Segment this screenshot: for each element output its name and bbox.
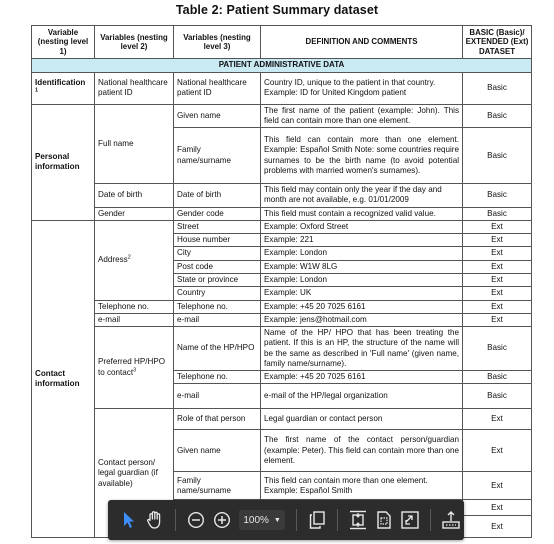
zoom-out-icon[interactable] bbox=[185, 507, 207, 533]
definition-cell: Example: jens@hotmail.com bbox=[261, 313, 463, 326]
table-row bbox=[32, 104, 532, 128]
identification-cell bbox=[32, 72, 95, 104]
definition-cell: Country ID, unique to the patient in that country. Example: ID for United Kingdom patient bbox=[261, 72, 463, 104]
table-row bbox=[32, 313, 532, 326]
level2-cell: National healthcare patient ID bbox=[95, 72, 174, 104]
level3-cell: e-mail bbox=[174, 313, 261, 326]
definition-cell: This field can contain more than one element. Example: Español Smith bbox=[261, 472, 463, 500]
definition-cell: Example: London bbox=[261, 247, 463, 260]
zoom-in-icon[interactable] bbox=[211, 507, 233, 533]
dataset-cell: Basic bbox=[463, 207, 532, 220]
dataset-cell: Ext bbox=[463, 409, 532, 430]
dataset-cell: Ext bbox=[463, 430, 532, 472]
level2-cell: e-mail bbox=[95, 313, 174, 326]
definition-cell: Name of the HP/ HPO that has been treating the patient. If this is an HP, the structure of the name will be the same as described in 'Full name' (given name, family name/surname). bbox=[261, 327, 463, 371]
select-cursor-icon[interactable] bbox=[118, 507, 140, 533]
dataset-cell: Basic bbox=[463, 371, 532, 384]
header-dataset: BASIC (Basic)/ EXTENDED (Ext) DATASET bbox=[463, 26, 532, 59]
table-row bbox=[32, 220, 532, 233]
address-label: Address bbox=[98, 255, 128, 265]
dataset-cell: Ext bbox=[463, 516, 532, 538]
level3-cell: State or province bbox=[174, 274, 261, 287]
footnote-ref: 3 bbox=[133, 367, 137, 374]
definition-cell: The first name of the contact person/guardian (example: Peter). This field can contain more than one element. bbox=[261, 430, 463, 472]
dataset-cell: Ext bbox=[463, 234, 532, 247]
level3-cell: Given name bbox=[174, 104, 261, 128]
definition-cell: Example: +45 20 7025 6161 bbox=[261, 300, 463, 313]
chevron-down-icon: ▼ bbox=[273, 516, 281, 524]
dataset-cell: Ext bbox=[463, 287, 532, 300]
toolbar-divider bbox=[337, 509, 338, 531]
toolbar-divider bbox=[430, 509, 431, 531]
toolbar-divider bbox=[175, 509, 176, 531]
level3-cell: Given name bbox=[174, 430, 261, 472]
level3-cell: Family name/surname bbox=[174, 472, 261, 500]
definition-cell: The first name of the patient (example: John). This field can contain more than one element. bbox=[261, 104, 463, 128]
header-definition: DEFINITION AND COMMENTS bbox=[261, 26, 463, 59]
dataset-cell: Basic bbox=[463, 72, 532, 104]
fullscreen-icon[interactable] bbox=[399, 507, 421, 533]
patient-summary-table bbox=[31, 25, 532, 538]
dataset-cell: Ext bbox=[463, 247, 532, 260]
page-view-icon[interactable] bbox=[373, 507, 395, 533]
definition-cell: This field may contain only the year if the day and month are not available, e.g. 01/01/2009 bbox=[261, 184, 463, 208]
level3-cell: Name of the HP/HPO bbox=[174, 327, 261, 371]
personal-information-cell: Personal information bbox=[32, 104, 95, 220]
dataset-cell: Basic bbox=[463, 128, 532, 184]
section-row bbox=[32, 59, 532, 72]
definition-cell: Example: 221 bbox=[261, 234, 463, 247]
contact-information-cell: Contact information bbox=[32, 220, 95, 537]
level3-cell: Telephone no. bbox=[174, 300, 261, 313]
full-name-cell: Full name bbox=[95, 104, 174, 184]
level3-cell: Post code bbox=[174, 260, 261, 273]
identification-label: Identification bbox=[35, 77, 86, 87]
level3-cell: Country bbox=[174, 287, 261, 300]
address-cell bbox=[95, 220, 174, 300]
dataset-cell: Ext bbox=[463, 500, 532, 516]
header-level2: Variables (nesting level 2) bbox=[95, 26, 174, 59]
level3-cell: Role of that person bbox=[174, 409, 261, 430]
preferred-hp-cell bbox=[95, 327, 174, 409]
table-row bbox=[32, 300, 532, 313]
table-row bbox=[32, 184, 532, 208]
level3-cell: City bbox=[174, 247, 261, 260]
level2-cell: Date of birth bbox=[95, 184, 174, 208]
dataset-cell: Ext bbox=[463, 260, 532, 273]
footnote-ref: 2 bbox=[127, 254, 131, 261]
definition-cell: Example: +45 20 7025 6161 bbox=[261, 371, 463, 384]
toolbar-divider bbox=[296, 509, 297, 531]
table-row bbox=[32, 409, 532, 430]
definition-cell: Example: London bbox=[261, 274, 463, 287]
definition-cell: This field must contain a recognized valid value. bbox=[261, 207, 463, 220]
table-row bbox=[32, 72, 532, 104]
dataset-cell: Basic bbox=[463, 104, 532, 128]
dataset-cell: Basic bbox=[463, 384, 532, 409]
page-copy-icon[interactable] bbox=[306, 507, 328, 533]
fit-page-icon[interactable] bbox=[347, 507, 369, 533]
level2-cell: Telephone no. bbox=[95, 300, 174, 313]
level3-cell: National healthcare patient ID bbox=[174, 72, 261, 104]
header-level3: Variables (nesting level 3) bbox=[174, 26, 261, 59]
header-level1: Variable (nesting level 1) bbox=[32, 26, 95, 59]
dataset-cell: Ext bbox=[463, 300, 532, 313]
table-row bbox=[32, 207, 532, 220]
dataset-cell: Basic bbox=[463, 327, 532, 371]
definition-cell: Example: W1W 8LG bbox=[261, 260, 463, 273]
level2-cell: Gender bbox=[95, 207, 174, 220]
dataset-cell: Basic bbox=[463, 184, 532, 208]
hand-pan-icon[interactable] bbox=[144, 507, 166, 533]
document-title: Table 2: Patient Summary dataset bbox=[175, 3, 379, 17]
level3-cell: e-mail bbox=[174, 384, 261, 409]
definition-cell: e-mail of the HP/legal organization bbox=[261, 384, 463, 409]
level3-cell: Gender code bbox=[174, 207, 261, 220]
header-row bbox=[32, 26, 532, 59]
pdf-viewer-toolbar bbox=[108, 500, 464, 540]
definition-cell: Legal guardian or contact person bbox=[261, 409, 463, 430]
level3-cell: House number bbox=[174, 234, 261, 247]
level3-cell: Date of birth bbox=[174, 184, 261, 208]
preferred-hp-label: Preferred HP/HPO to contact bbox=[98, 357, 166, 377]
dataset-cell: Ext bbox=[463, 274, 532, 287]
extract-pages-icon[interactable] bbox=[440, 507, 462, 533]
dataset-cell: Ext bbox=[463, 472, 532, 500]
guardian-cell: Contact person/ legal guardian (if available) bbox=[95, 409, 174, 538]
dataset-cell: Ext bbox=[463, 220, 532, 233]
zoom-select[interactable] bbox=[239, 510, 284, 530]
level3-cell: Telephone no. bbox=[174, 371, 261, 384]
section-title: PATIENT ADMINISTRATIVE DATA bbox=[32, 59, 532, 72]
footnote-ref: 1 bbox=[35, 87, 39, 94]
definition-cell: Example: Oxford Street bbox=[261, 220, 463, 233]
definition-cell: Example: UK bbox=[261, 287, 463, 300]
level3-cell: Family name/surname bbox=[174, 128, 261, 184]
dataset-cell: Ext bbox=[463, 313, 532, 326]
level3-cell: Street bbox=[174, 220, 261, 233]
table-row bbox=[32, 327, 532, 371]
zoom-value: 100% bbox=[243, 514, 269, 526]
definition-cell: This field can contain more than one element. Example: Español Smith Note: some countries require surnames to be the birth name (to avoid potential problems with married women's surnames). bbox=[261, 128, 463, 184]
